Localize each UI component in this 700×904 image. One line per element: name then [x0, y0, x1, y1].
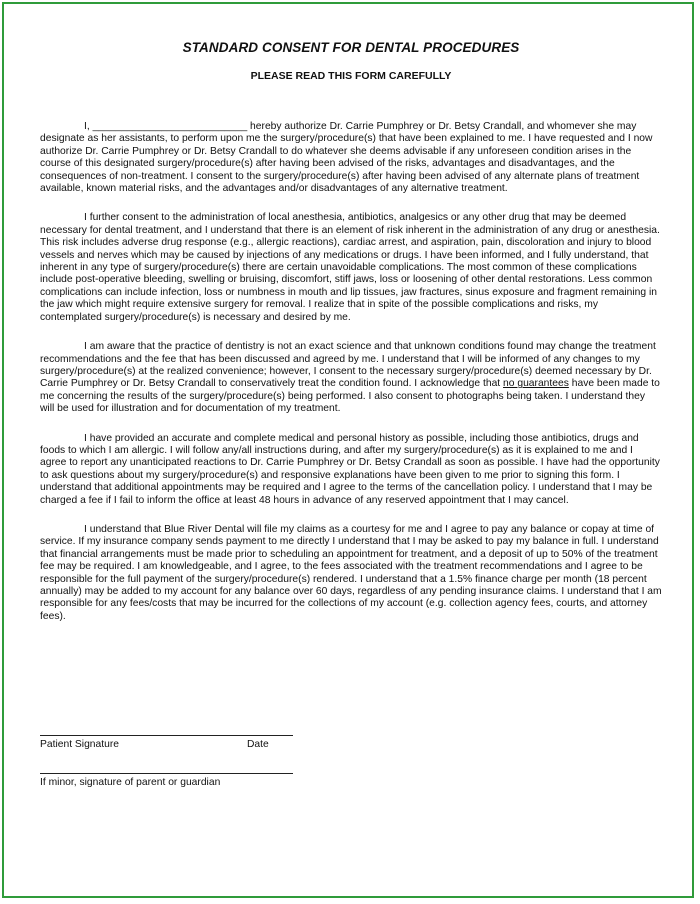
medical-history-paragraph: I have provided an accurate and complete medical and personal history as possible, including those antibiotics, drugs and foods to which I am allergic. I will follow any/all instructions during, and after my surgery/procedure(s) as it is explained to me and I agree to report any unanticipated reactions to Dr. Carrie Pumphrey or Dr. Betsy Crandall as soon as possible. I have had the opportunity to ask questions about my surgery/procedure(s) and responsive explanations have been given to me prior to signing this form. I understand that additional appointments may be required and I agree to the terms of the cancellation policy. I understand that I may be charged a fee if I fail to inform the office at least 48 hours in advance of any reserved appointment that I may cancel. — [40, 432, 660, 506]
guardian-signature-label: If minor, signature of parent or guardian — [40, 777, 221, 788]
date-label: Date — [247, 739, 269, 750]
patient-signature-label: Patient Signature — [40, 739, 119, 750]
dentistry-text-end: have been made to me concerning the results of the surgery/procedure(s) being performed. I also consent to photographs being taken. I understand they will be used for illustration and for documentation of my treatment. — [40, 378, 660, 415]
no-guarantees-text: no guarantees — [503, 378, 569, 390]
authorization-paragraph: I, ___________________________ hereby authorize Dr. Carrie Pumphrey or Dr. Betsy Crandall, and whomever she may designate as her assistants, to perform upon me the surgery/procedure(s) that have been explained to me. I have requested and I now authorize Dr. Carrie Pumphrey or Dr. Betsy Crandall to do whatever she deems advisable if any unforeseen condition arises in the course of this designated surgery/procedure(s) after having been advised of the risks, advantages and disadvantages, and the consequences of non-treatment. I consent to the surgery/procedure(s) after having been advised of any alternate plans of treatment available, known material risks, and the advantages and/or disadvantages of any alternative treatment. — [40, 121, 653, 195]
financial-paragraph: I understand that Blue River Dental will file my claims as a courtesy for me and I agree to pay any balance or copay at time of service. If my insurance company sends payment to me directly I understand that I may be asked to pay my balance in full. I understand that financial arrangements must be made prior to scheduling an appointment for treatment, and a deposit of up to 50% of the treatment fee may be required. I am knowledgeable, and I agree, to the fees associated with the treatment recommendations and I agree to be responsible for the full payment of the surgery/procedure(s) rendered. I understand that a 1.5% finance charge per month (18 percent annually) may be added to my account for any balance over 60 days, regardless of any pending insurance claims. I understand that I am responsible for any fees/costs that may be incurred for the collections of my account (e.g. collection agency fees, courts, and attorney fees). — [40, 523, 662, 622]
anesthesia-paragraph: I further consent to the administration of local anesthesia, antibiotics, analgesics or any other drug that may be deemed necessary for dental treatment, and I understand that there is an element of risk inherent in the administration of any drug or anesthesia. This risk includes adverse drug response (e.g., allergic reactions), cardiac arrest, and aspiration, pain, discoloration and injury to blood vessels and nerves which may be caused by injections of any medications or drugs. I have been informed, and I fully understand, that inherent in any type of surgery/procedure(s) there are certain unavoidable complications. The most common of these complications include post-operative bleeding, swelling or bruising, discomfort, stiff jaws, loss or loosening of other dental restorations. Less common complications can include infection, loss or numbness in mouth and lip tissues, jaw fractures, sinus exposure and fragment remaining in the jaw which might require extensive surgery for removal. I realize that in spite of the possible complications and risks, my contemplated surgery/procedure(s) is necessary and desired by me. — [40, 212, 660, 323]
dentistry-text-start: I am aware that the practice of dentistry is not an exact science and that unknown conditions found may change the treatment recommendations and the fee that has been discussed and agreed by me. I understand that I will be informed of any changes to my surgery/procedure(s) at the realized convenience; however, I consent to the necessary surgery/procedure(s) deemed necessary by Dr. Carrie Pumphrey or Dr. Betsy Crandall to conservatively treat the condition found. I acknowledge that — [40, 341, 656, 390]
form-title: STANDARD CONSENT FOR DENTAL PROCEDURES — [182, 40, 520, 55]
guardian-signature-block — [40, 773, 300, 788]
signature-labels — [40, 739, 300, 750]
dentistry-paragraph — [40, 341, 662, 415]
patient-signature-block — [40, 735, 300, 750]
consent-form — [40, 40, 662, 640]
guardian-signature-line[interactable] — [40, 773, 293, 774]
patient-signature-line[interactable] — [40, 735, 293, 736]
form-body — [40, 121, 662, 623]
form-subtitle: PLEASE READ THIS FORM CAREFULLY — [250, 70, 452, 82]
